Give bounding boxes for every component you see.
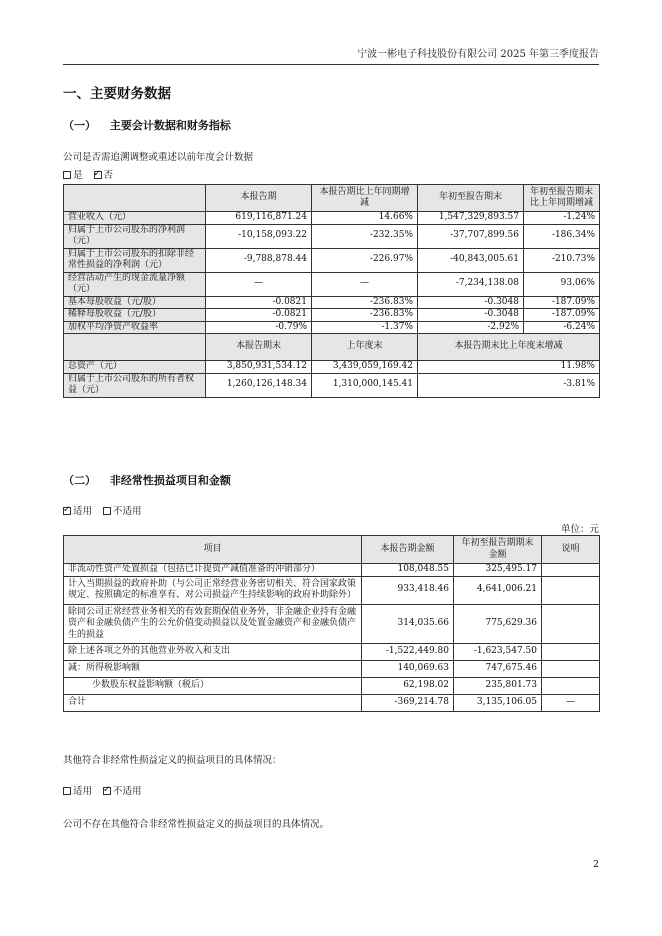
table-cell: 1,547,329,893.57 [418, 212, 524, 225]
row-label: 归属于上市公司股东的净利润（元） [64, 224, 206, 248]
row-label: 少数股东权益影响额（税后） [64, 678, 362, 695]
table-header-row [64, 536, 600, 564]
subsection-title-1 [63, 117, 231, 133]
final-statement: 公司不存在其他符合非经常性损益定义的损益项目的具体情况。 [63, 819, 330, 830]
table-cell: -369,214.78 [362, 695, 454, 712]
table-cell: -226.97% [312, 248, 418, 272]
table-row [64, 678, 600, 695]
table-header-cell: 年初至报告期期末金额 [454, 536, 542, 564]
other-items-text: 其他符合非经常性损益定义的损益项目的具体情况： [63, 755, 282, 766]
table-cell: 619,116,871.24 [206, 212, 312, 225]
table-row [64, 564, 600, 577]
table-cell: -236.83% [312, 296, 418, 309]
option-no-label: 否 [103, 170, 114, 181]
row-label: 基本每股收益（元/股） [64, 296, 206, 309]
table-row [64, 695, 600, 712]
table-header-cell: 本报告期金额 [362, 536, 454, 564]
row-label: 合计 [64, 695, 362, 712]
table-cell [542, 564, 600, 577]
table-cell: — [206, 272, 312, 296]
table-row [64, 576, 600, 604]
table-header-row [64, 185, 600, 212]
row-label: 除上述各项之外的其他营业外收入和支出 [64, 644, 362, 661]
checkbox-unchecked-icon[interactable] [63, 171, 71, 179]
table-cell: 1,310,000,145.41 [312, 373, 418, 397]
table-row [64, 373, 600, 397]
checkbox-unchecked-icon[interactable] [103, 507, 111, 515]
table-cell: -40,843,005.61 [418, 248, 524, 272]
table-cell: 1,260,126,148.34 [206, 373, 312, 397]
table-cell [542, 644, 600, 661]
table-row [64, 361, 600, 374]
option-apply-label: 适用 [73, 786, 93, 797]
table-cell [542, 661, 600, 678]
table-cell: 140,069.63 [362, 661, 454, 678]
row-label: 计入当期损益的政府补助（与公司正常经营业务密切相关、符合国家政策规定、按照确定的标准享有、对公司损益产生持续影响的政府补助除外） [64, 576, 362, 604]
table-cell: -210.73% [524, 248, 600, 272]
table-row [64, 248, 600, 272]
row-label: 总资产（元） [64, 361, 206, 374]
table-header-cell: 年初至报告期末 [418, 185, 524, 212]
table-cell: 3,135,106.05 [454, 695, 542, 712]
table-cell [542, 576, 600, 604]
unit-label: 单位：元 [560, 524, 599, 535]
table-cell: -6.24% [524, 321, 600, 334]
page-number: 2 [592, 859, 599, 870]
row-label: 归属于上市公司股东的所有者权益（元） [64, 373, 206, 397]
table-cell: -0.79% [206, 321, 312, 334]
table-row [64, 309, 600, 322]
restate-question: 公司是否需追溯调整或重述以前年度会计数据 [63, 152, 254, 163]
row-label: 经营活动产生的现金流量净额（元） [64, 272, 206, 296]
table-cell: -2.92% [418, 321, 524, 334]
table-cell: -186.34% [524, 224, 600, 248]
option-na-label: 不适用 [113, 506, 142, 517]
row-label: 稀释每股收益（元/股） [64, 309, 206, 322]
table-cell: -0.3048 [418, 309, 524, 322]
table-cell: 14.66% [312, 212, 418, 225]
table-header-cell: 上年度末 [312, 334, 418, 361]
apply-options-2 [63, 783, 142, 797]
table-cell: -0.0821 [206, 296, 312, 309]
table-header-cell: 说明 [542, 536, 600, 564]
table-cell: -232.35% [312, 224, 418, 248]
table-cell: -7,234,138.08 [418, 272, 524, 296]
table-header-row [64, 334, 600, 361]
checkbox-checked-icon[interactable] [63, 507, 71, 515]
table-row [64, 272, 600, 296]
table-header-cell: 本报告期末 [206, 334, 312, 361]
table-cell: 93.06% [524, 272, 600, 296]
table-cell: 314,035.66 [362, 604, 454, 644]
table-row [64, 661, 600, 678]
table-cell [542, 678, 600, 695]
table-cell: 108,048.55 [362, 564, 454, 577]
table-cell: -187.09% [524, 309, 600, 322]
table-cell: -37,707,899.56 [418, 224, 524, 248]
table-header-cell [64, 185, 206, 212]
table-row [64, 604, 600, 644]
subsection-label-1: 主要会计数据和财务指标 [109, 119, 231, 132]
table-cell: -3.81% [418, 373, 600, 397]
page-header-title: 宁波一彬电子科技股份有限公司 2025 年第三季度报告 [357, 49, 599, 60]
subsection-number-2: （二） [63, 474, 96, 487]
non-recurring-items-table [63, 535, 600, 712]
table-cell: -1,522,449.80 [362, 644, 454, 661]
financial-indicators-table [63, 184, 600, 398]
checkbox-unchecked-icon[interactable] [63, 787, 71, 795]
table-cell: -10,158,093.22 [206, 224, 312, 248]
row-label: 减：所得税影响额 [64, 661, 362, 678]
restate-options [63, 167, 113, 181]
table-cell: 11.98% [418, 361, 600, 374]
checkbox-checked-icon[interactable] [94, 171, 102, 179]
section-title: 一、主要财务数据 [63, 86, 171, 102]
table-cell: — [312, 272, 418, 296]
table-cell: 933,418.46 [362, 576, 454, 604]
table-row [64, 212, 600, 225]
option-na-label: 不适用 [113, 786, 142, 797]
row-label: 非流动性资产处置损益（包括已计提资产减值准备的冲销部分） [64, 564, 362, 577]
table-row [64, 321, 600, 334]
table-row [64, 644, 600, 661]
table-cell: -1.24% [524, 212, 600, 225]
table-cell: 775,629.36 [454, 604, 542, 644]
table-cell: 3,439,059,169.42 [312, 361, 418, 374]
table-cell: 747,675.46 [454, 661, 542, 678]
table-cell: 4,641,006.21 [454, 576, 542, 604]
table-header-cell [64, 334, 206, 361]
table-cell: -0.3048 [418, 296, 524, 309]
row-label: 除同公司正常经营业务相关的有效套期保值业务外，非金融企业持有金融资产和金融负债产生的公允价值变动损益以及处置金融资产和金融负债产生的损益 [64, 604, 362, 644]
apply-options-1 [63, 503, 142, 517]
table-cell: 3,850,931,534.12 [206, 361, 312, 374]
table-cell: -236.83% [312, 309, 418, 322]
checkbox-checked-icon[interactable] [103, 787, 111, 795]
table-cell: -1,623,547.50 [454, 644, 542, 661]
subsection-label-2: 非经常性损益项目和金额 [109, 474, 231, 487]
table-row [64, 224, 600, 248]
table-header-cell: 项目 [64, 536, 362, 564]
subsection-number-1: （一） [63, 119, 96, 132]
table-cell: -1.37% [312, 321, 418, 334]
option-yes-label: 是 [73, 170, 83, 181]
subsection-title-2 [63, 472, 231, 488]
table-cell: -187.09% [524, 296, 600, 309]
table-cell: 235,801.73 [454, 678, 542, 695]
table-cell: -9,788,878.44 [206, 248, 312, 272]
table-cell: -0.0821 [206, 309, 312, 322]
table-cell: — [542, 695, 600, 712]
row-label: 营业收入（元） [64, 212, 206, 225]
header-divider [63, 64, 599, 65]
table-cell: 62,198.02 [362, 678, 454, 695]
table-cell [542, 604, 600, 644]
option-apply-label: 适用 [73, 506, 93, 517]
table-header-cell: 本报告期 [206, 185, 312, 212]
row-label: 归属于上市公司股东的扣除非经常性损益的净利润（元） [64, 248, 206, 272]
table-header-cell: 本报告期末比上年度末增减 [418, 334, 600, 361]
table-cell: 325,495.17 [454, 564, 542, 577]
row-label: 加权平均净资产收益率 [64, 321, 206, 334]
table-header-cell: 本报告期比上年同期增减 [312, 185, 418, 212]
table-header-cell: 年初至报告期末比上年同期增减 [524, 185, 600, 212]
table-row [64, 296, 600, 309]
